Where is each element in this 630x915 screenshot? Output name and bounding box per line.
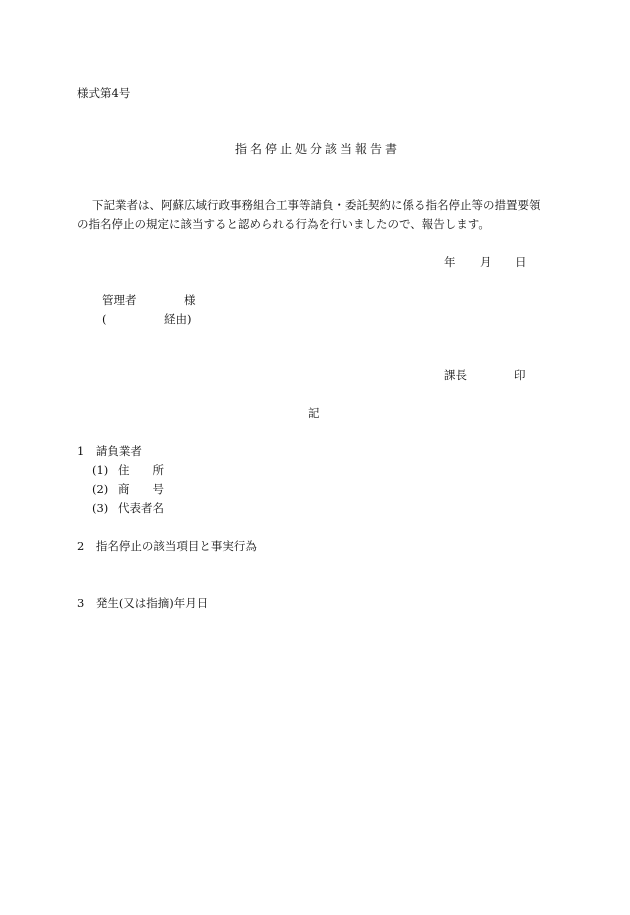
form-number: 様式第4号 (77, 86, 131, 100)
item-2-heading: 2 指名停止の該当項目と事実行為 (77, 539, 257, 553)
date-day: 日 (515, 255, 527, 269)
body-text-line-2: の指名停止の規定に該当すると認められる行為を行いましたので、報告します。 (77, 217, 490, 231)
item-1-2-number: (2) (92, 482, 109, 496)
seal-mark: 印 (514, 368, 526, 382)
date-month: 月 (480, 255, 492, 269)
date-year: 年 (444, 255, 456, 269)
reporter-title: 課長 (444, 368, 467, 382)
addressee-honorific: 様 (184, 293, 196, 307)
item-1-heading: 1 請負業者 (77, 444, 142, 458)
body-text-line-1: 下記業者は、阿蘇広域行政事務組合工事等請負・委託契約に係る指名停止等の措置要領 (92, 198, 541, 212)
via-label: 経由) (164, 312, 192, 326)
item-3-heading: 3 発生(又は指摘)年月日 (77, 596, 209, 610)
via-open-paren: ( (102, 312, 107, 326)
document-title: 指名停止処分該当報告書 (235, 142, 401, 156)
item-1-3-number: (3) (92, 501, 109, 515)
ki-heading: 記 (308, 406, 320, 420)
item-1-1-label: 住 所 (118, 463, 164, 477)
item-1-2-label: 商 号 (118, 482, 164, 496)
item-1-1-number: (1) (92, 463, 109, 477)
item-1-3-label: 代表者名 (118, 501, 164, 515)
addressee-title: 管理者 (102, 293, 137, 307)
